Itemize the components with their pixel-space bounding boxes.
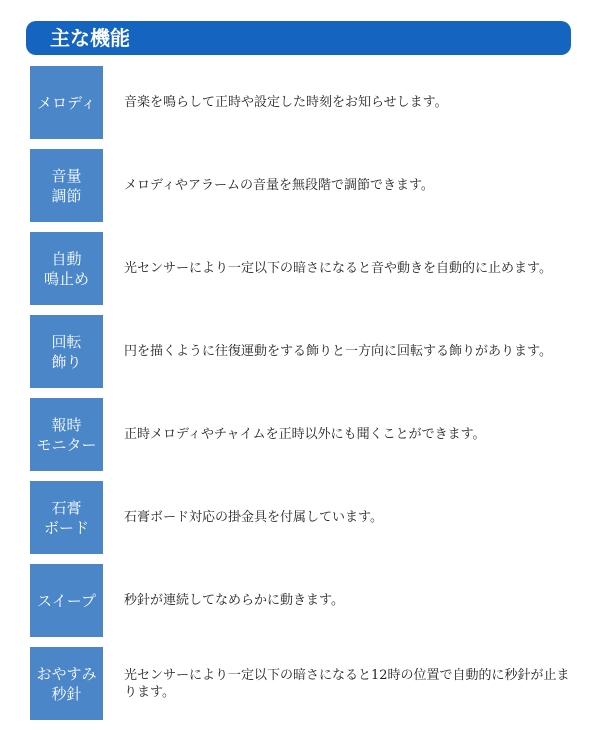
feature-badge: 音量 調節 [30, 149, 103, 222]
feature-badge: 石膏 ボード [30, 481, 103, 554]
feature-item-rotating-ornament [30, 315, 590, 388]
feature-description: メロディやアラームの音量を無段階で調節できます。 [124, 178, 434, 193]
feature-item-volume [30, 149, 590, 222]
feature-description: 石膏ボード対応の掛金具を付属しています。 [124, 510, 383, 525]
feature-description: 円を描くように往復運動をする飾りと一方向に回転する飾りがあります。 [124, 344, 552, 359]
feature-item-plasterboard [30, 481, 590, 554]
feature-description: 秒針が連続してなめらかに動きます。 [124, 593, 344, 608]
feature-item-sleep-second-hand [30, 647, 590, 720]
feature-badge: 報時 モニター [30, 398, 103, 471]
feature-description: 光センサーにより一定以下の暗さになると音や動きを自動的に止めます。 [124, 261, 552, 276]
feature-list [30, 66, 590, 730]
section-title: 主な機能 [26, 21, 571, 55]
feature-description: 光センサーにより一定以下の暗さになると12時の位置で自動的に秒針が止まります。 [124, 667, 570, 700]
feature-description: 音楽を鳴らして正時や設定した時刻をお知らせします。 [124, 95, 448, 110]
feature-badge: 回転 飾り [30, 315, 103, 388]
feature-badge: スイープ [30, 564, 103, 637]
feature-badge: 自動 鳴止め [30, 232, 103, 305]
feature-description: 正時メロディやチャイムを正時以外にも聞くことができます。 [124, 427, 486, 442]
feature-badge: おやすみ 秒針 [30, 647, 103, 720]
feature-badge: メロディ [30, 66, 103, 139]
feature-item-auto-silence [30, 232, 590, 305]
feature-item-chime-monitor [30, 398, 590, 471]
feature-item-melody [30, 66, 590, 139]
feature-item-sweep [30, 564, 590, 637]
